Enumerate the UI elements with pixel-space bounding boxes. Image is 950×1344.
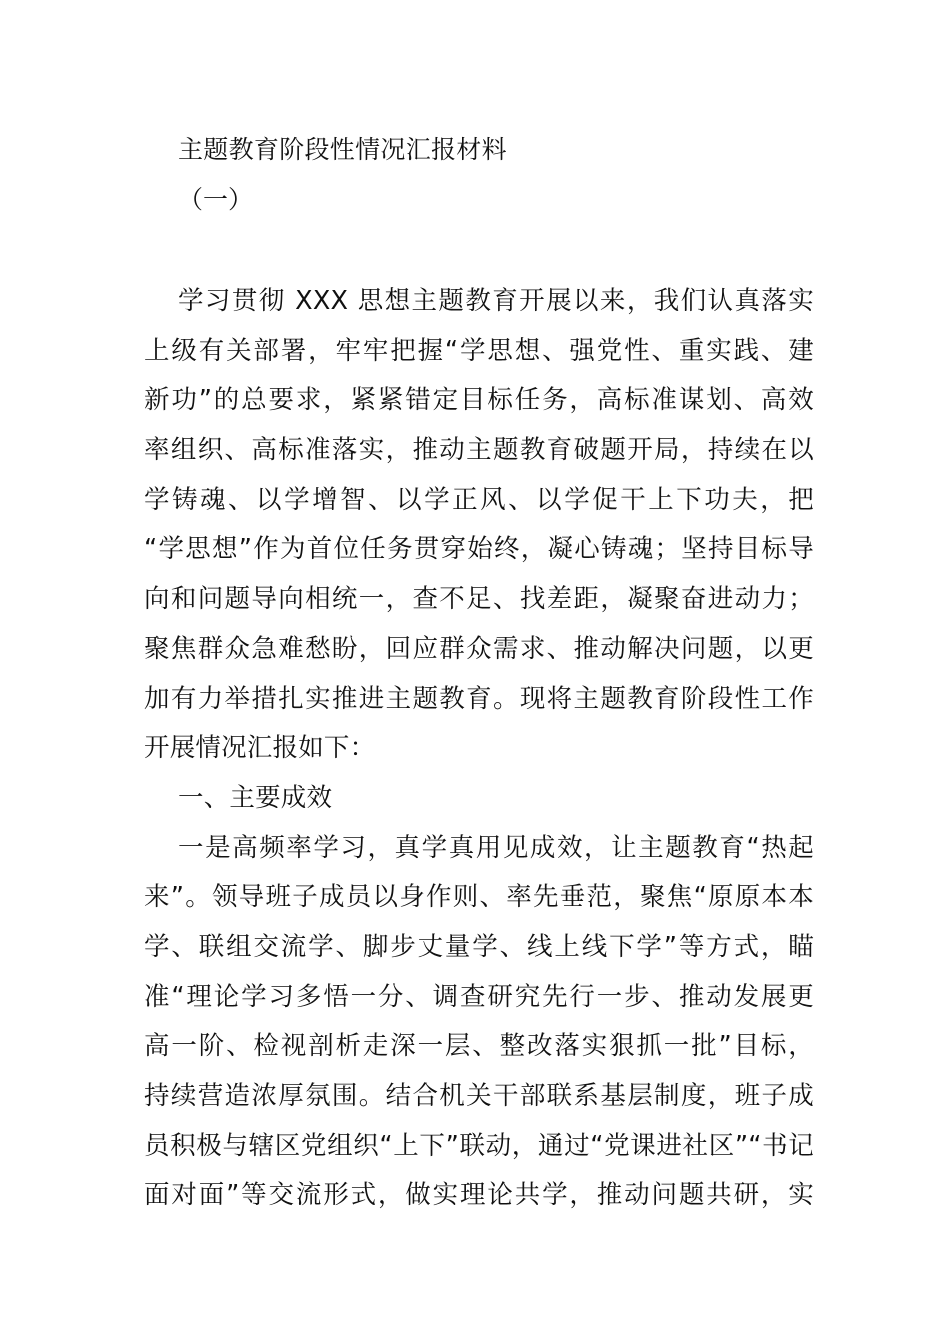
body-line: 新功”的总要求，紧紧错定目标任务，高标准谋划、高效	[144, 385, 814, 416]
body-line: 持续营造浓厚氛围。结合机关干部联系基层制度，班子成	[144, 1081, 814, 1111]
body-line: 学、联组交流学、脚步丈量学、线上线下学”等方式，瞄	[144, 931, 814, 962]
document-title: 主题教育阶段性情况汇报材料	[178, 135, 507, 164]
body-line: 面对面”等交流形式，做实理论共学，推动问题共研，实	[144, 1180, 814, 1211]
body-line: 率组织、高标准落实，推动主题教育破题开局，持续在以	[144, 435, 814, 466]
body-line: 向和问题导向相统一，查不足、找差距，凝聚奋进动力；	[144, 584, 814, 615]
body-line: “学思想”作为首位任务贯穿始终，凝心铸魂；坚持目标导	[144, 534, 814, 565]
body-line: 学习贯彻 XXX 思想主题教育开展以来，我们认真落实	[178, 286, 814, 316]
body-line: 高一阶、检视剖析走深一层、整改落实狠抓一批”目标，	[144, 1031, 814, 1062]
body-line: 员积极与辖区党组织“上下”联动，通过“党课进社区”“书记	[144, 1130, 814, 1161]
document-subtitle: （一）	[178, 185, 254, 214]
body-line: 准“理论学习多悟一分、调查研究先行一步、推动发展更	[144, 981, 814, 1012]
body-line: 开展情况汇报如下：	[144, 733, 376, 764]
body-line: 一、主要成效	[178, 782, 333, 813]
body-line: 来”。领导班子成员以身作则、率先垂范，聚焦“原原本本	[144, 882, 814, 913]
body-line: 聚焦群众急难愁盼，回应群众需求、推动解决问题，以更	[144, 633, 814, 664]
body-line: 上级有关部署，牢牢把握“学思想、强党性、重实践、建	[144, 335, 814, 366]
body-line: 学铸魂、以学增智、以学正风、以学促干上下功夫，把	[144, 484, 814, 515]
body-line: 一是高频率学习，真学真用见成效，让主题教育“热起	[178, 832, 814, 863]
body-line: 加有力举措扎实推进主题教育。现将主题教育阶段性工作	[144, 683, 814, 714]
document-body	[144, 277, 814, 1221]
